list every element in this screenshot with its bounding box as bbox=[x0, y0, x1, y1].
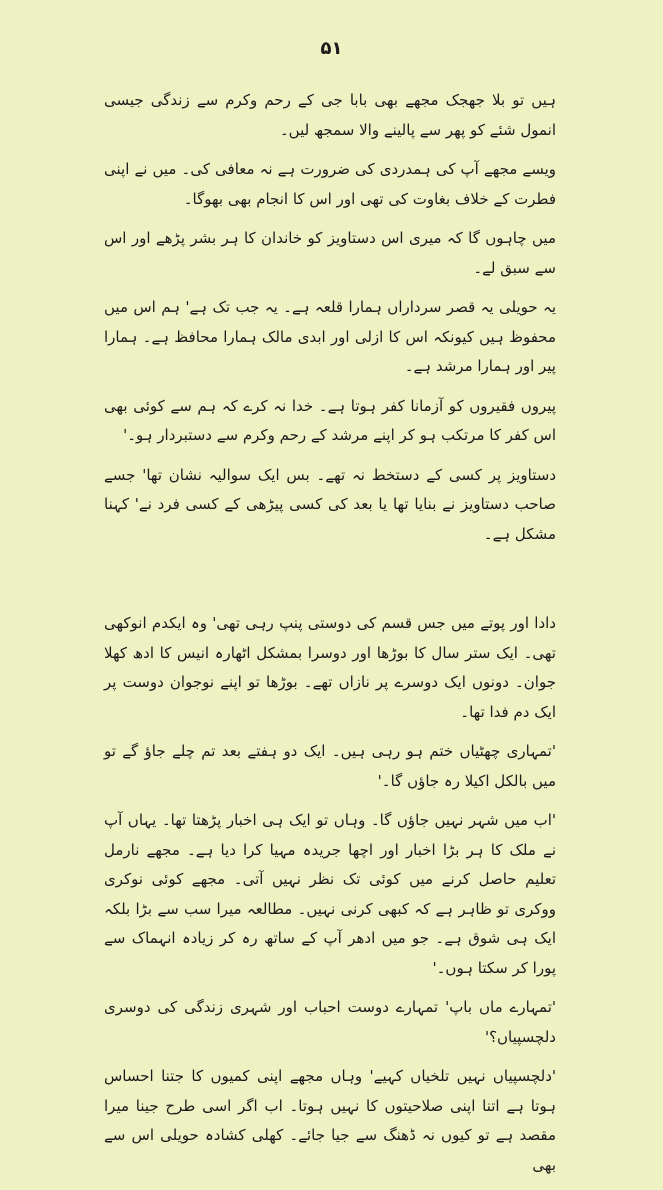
paragraph: یہ حویلی یہ قصر سرداراں ہمارا قلعہ ہے۔ یہ جب تک ہے' ہم اس میں محفوظ ہیں کیونکہ اس کا ازلی اور ابدی مالک ہمارا محافظ ہے۔ ہمارا پیر اور ہمارا مرشد ہے۔ bbox=[104, 298, 556, 375]
paragraph: دستاویز پر کسی کے دستخط نہ تھے۔ بس ایک سوالیہ نشان تھا' جسے صاحب دستاویز نے بنایا تھا یا بعد کی کسی پیڑھی کے کسی فرد نے' کہنا مشکل ہے۔ bbox=[104, 465, 556, 543]
section-break bbox=[104, 559, 556, 609]
paragraph: 'دلچسپیاں نہیں تلخیاں کہیے' وہاں مجھے اپنی کمیوں کا جتنا احساس ہوتا ہے اتنا اپنی صلاحیتوں کا نہیں ہوتا۔ اب اگر اسی طرح جینا میرا مقصد ہے تو کیوں نہ ڈھنگ سے جیا جائے۔ کھلی کشادہ حویلی اس سے بھی bbox=[104, 1067, 556, 1174]
paragraph: 'تمہاری چھٹیاں ختم ہو رہی ہیں۔ ایک دو ہفتے بعد تم چلے جاؤ گے تو میں بالکل اکیلا رہ جاؤں گا۔' bbox=[104, 742, 556, 790]
paragraph: ویسے مجھے آپ کی ہمدردی کی ضرورت ہے نہ معافی کی۔ میں نے اپنی فطرت کے خلاف بغاوت کی تھی اور اس کا انجام بھی بھوگا۔ bbox=[104, 160, 556, 208]
page-number: ۵۱ bbox=[320, 38, 343, 59]
paragraph: دادا اور پوتے میں جس قسم کی دوستی پنپ رہی تھی' وہ ایکدم انوکھی تھی۔ ایک ستر سال کا بوڑھا اور دوسرا بمشکل اٹھارہ انیس کا ادھ کھلا جوان۔ دونوں ایک دوسرے پر نازاں تھے۔ بوڑھا تو اپنے نوجوان دوست پر ایک دم فدا تھا۔ bbox=[104, 614, 556, 721]
paragraph: ہیں تو بلا جھجک مجھے بھی بابا جی کے رحم وکرم سے زندگی جیسی انمول شئے کو پھر سے پالینے والا سمجھ لیں۔ bbox=[104, 91, 556, 139]
paragraph: میں چاہوں گا کہ میری اس دستاویز کو خاندان کا ہر بشر پڑھے اور اس سے سبق لے۔ bbox=[104, 229, 556, 277]
paragraph: 'اب میں شہر نہیں جاؤں گا۔ وہاں تو ایک ہی اخبار پڑھتا تھا۔ یہاں آپ نے ملک کا ہر بڑا اخبار اور اچھا جریدہ مہیا کرا دیا ہے۔ مجھے نارمل تعلیم حاصل کرنے میں کوئی تک نظر نہیں آتی۔ مجھے کوئی نوکری ووکری تو ظاہر ہے کہ کبھی کرنی نہیں۔ مطالعہ میرا سب سے بڑا بلکہ ایک ہی شوق ہے۔ جو میں ادھر آپ کے ساتھ رہ کر زیادہ انہماک سے پورا کر سکتا ہوں۔' bbox=[104, 811, 556, 977]
paragraph: پیروں فقیروں کو آزمانا کفر ہوتا ہے۔ خدا نہ کرے کہ ہم سے کوئی بھی اس کفر کا مرتکب ہو کر اپنے مرشد کے رحم وکرم سے دستبردار ہو۔' bbox=[104, 396, 556, 444]
paragraph: 'تمہارے ماں باپ' تمہارے دوست احباب اور شہری زندگی کی دوسری دلچسپیاں؟' bbox=[104, 998, 556, 1046]
page-body bbox=[104, 86, 556, 1190]
